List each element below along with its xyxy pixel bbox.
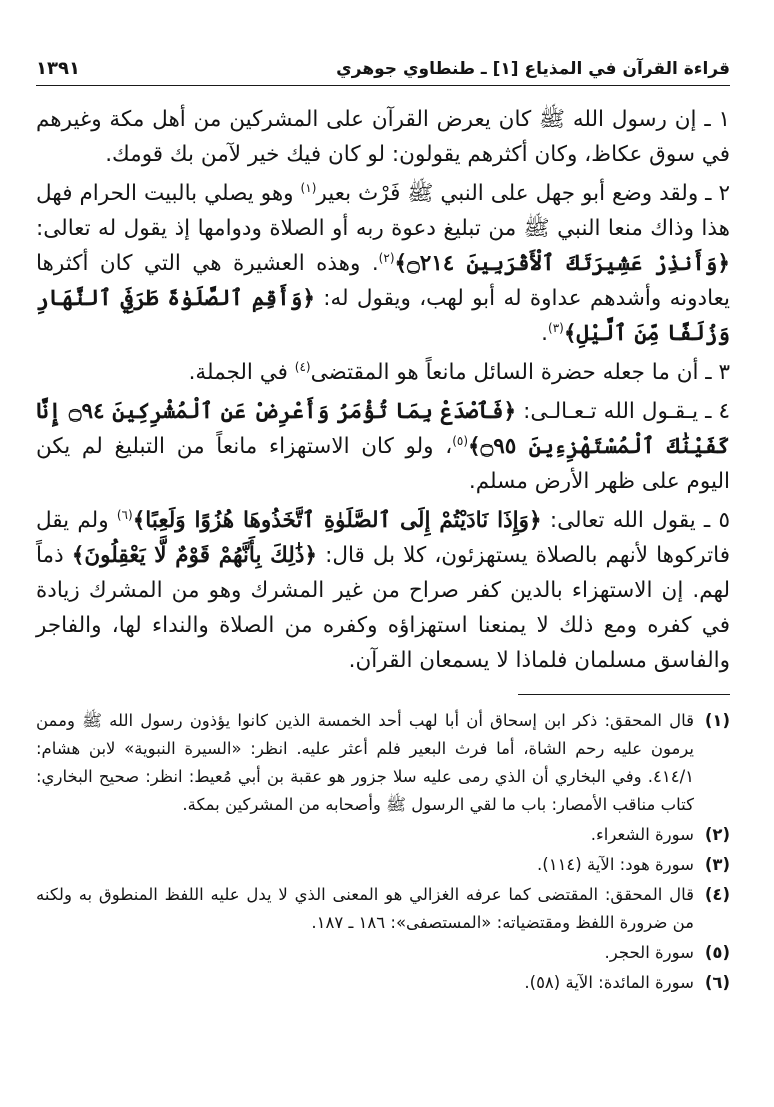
paragraph-text: ١ ـ إن رسول الله ﷺ كان يعرض القرآن على المشركين من أهل مكة وغيرهم في سوق عكاظ، وكان أكثرهم يقولون: لو كان فيك خير لآمن بك قومك. xyxy=(36,107,730,167)
footnote-ref: (٥) xyxy=(452,433,469,448)
paragraph-text: وهو يصلي بالبيت الحرام فهل هذا وذاك منعا النبي ﷺ من تبليغ دعوة ربه أو الصلاة ودوامها إذ يقول له تعالى: xyxy=(36,181,730,241)
quran-verse: ﴿ذَٰلِكَ بِأَنَّهُمْ قَوْمٌ لَّا يَعْقِلُونَ﴾ xyxy=(71,543,317,568)
footnote-text: سورة الحجر. xyxy=(604,943,694,962)
footnotes xyxy=(36,707,730,997)
paragraph xyxy=(36,355,730,390)
footnote xyxy=(36,881,730,937)
book-page xyxy=(36,48,730,999)
footnote-number: (٣) xyxy=(704,855,730,874)
footnote-number: (٥) xyxy=(704,943,730,962)
running-title: قراءة القرآن في المذياع [١] ـ طنطاوي جوهري xyxy=(336,59,730,79)
paragraph-text: . xyxy=(541,321,549,346)
paragraph-text: ٢ ـ ولقد وضع أبو جهل على النبي ﷺ فَرْث بعير xyxy=(316,181,731,206)
footnote xyxy=(36,707,730,819)
paragraph-text: ولم يقل فاتركوها لأنهم بالصلاة يستهزئون، كلا بل قال: xyxy=(36,508,730,568)
footnote xyxy=(36,821,730,849)
footnote-text: قال المحقق: ذكر ابن إسحاق أن أبا لهب أحد الخمسة الذين كانوا يؤذون رسول الله ﷺ وممن يرمون عليه رحم الشاة، أما فرث البعير فلم أعثر عليه. انظر: «السيرة النبوية» لابن هشام: ٤١٤/١. وفي البخاري أن الذي رمى عليه سلا جزور هو عقبة بن أبي مُعيط: انظر: صحيح البخاري: كتاب مناقب الأمصار: باب ما لقي الرسول ﷺ وأصحابه من المشركين بمكة. xyxy=(36,711,694,814)
quran-verse: ﴿وَأَقِمِ ٱلصَّلَوٰةَ طَرَفَيِ ٱلنَّهَارِ وَزُلَفًا مِّنَ ٱلَّيْلِ﴾ xyxy=(36,286,730,346)
footnote-number: (١) xyxy=(704,711,730,730)
footnote xyxy=(36,969,730,997)
footnote-number: (٦) xyxy=(704,973,730,992)
running-header xyxy=(36,58,730,86)
paragraph-text: . وهذه العشيرة هي التي كان أكثرها يعادونه وأشدهم عداوة له أبو لهب، ويقول له: xyxy=(36,251,730,311)
paragraph-text: ذماً لهم. إن الاستهزاء بالدين كفر صراح من غير المشرك وهو من المشرك زيادة في كفره ومع ذلك لا يمنعنا استهزاؤه وكفره من الصلاة والنداء لها، والفاجر والفاسق مسلمان فلماذا لا يسمعان القرآن. xyxy=(36,543,730,673)
quran-verse: ﴿وَأَنذِرْ عَشِيرَتَكَ ٱلْأَقْرَبِينَ ۝٢١٤﴾ xyxy=(394,251,730,276)
page-number: ١٣٩١ xyxy=(36,58,80,79)
footnote-text: قال المحقق: المقتضى كما عرفه الغزالي هو المعنى الذي لا يدل عليه اللفظ المنطوق به ولكنه من ضرورة اللفظ ومقتضياته: «المستصفى»: ١٨٦ ـ ١٨٧. xyxy=(36,885,694,932)
footnote-number: (٢) xyxy=(704,825,730,844)
footnote-ref: (١) xyxy=(300,180,317,195)
paragraph-text: في الجملة. xyxy=(188,360,295,385)
paragraph-text: ٥ ـ يقول الله تعالى: xyxy=(541,508,730,533)
footnote-text: سورة هود: الآية (١١٤). xyxy=(537,855,694,874)
footnote-ref: (٣) xyxy=(548,320,564,335)
paragraph xyxy=(36,503,730,678)
footnote-text: سورة الشعراء. xyxy=(590,825,694,844)
footnote-number: (٤) xyxy=(704,885,730,904)
paragraph xyxy=(36,176,730,351)
footnote xyxy=(36,851,730,879)
footnote-ref: (٦) xyxy=(116,507,133,522)
paragraph xyxy=(36,102,730,172)
paragraph-text: ٣ ـ أن ما جعله حضرة السائل مانعاً هو المقتضى xyxy=(310,360,730,385)
paragraph-text: ، ولو كان الاستهزاء مانعاً من التبليغ لم يكن اليوم على ظهر الأرض مسلم. xyxy=(36,434,730,494)
main-text xyxy=(36,102,730,678)
paragraph xyxy=(36,394,730,499)
paragraph-text: ٤ ـ يـقـول الله تـعـالـى: xyxy=(516,399,731,424)
footnote-text: سورة المائدة: الآية (٥٨). xyxy=(524,973,694,992)
quran-verse: ﴿وَإِذَا نَادَيْتُمْ إِلَى ٱلصَّلَوٰةِ ٱتَّخَذُوهَا هُزُوًا وَلَعِبًا﴾ xyxy=(132,508,542,533)
quran-verse: ﴿فَٱصْدَعْ بِمَا تُؤْمَرُ وَأَعْرِضْ عَنِ ٱلْمُشْرِكِينَ ۝٩٤ إِنَّا كَفَيْنَٰكَ ٱلْمُسْتَهْزِءِينَ ۝٩٥﴾ xyxy=(36,399,731,459)
footnote xyxy=(36,939,730,967)
footnote-ref: (٢) xyxy=(378,250,395,265)
footnote-ref: (٤) xyxy=(294,359,311,374)
footnote-separator xyxy=(518,694,730,695)
